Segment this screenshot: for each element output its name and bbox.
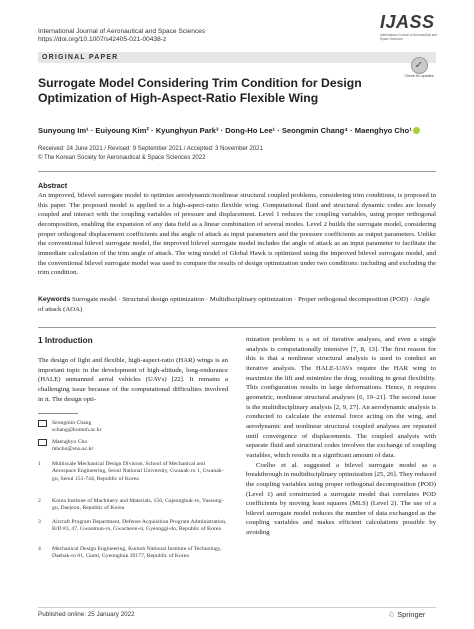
journal-name: International Journal of Aeronautical and Space Sciences — [38, 28, 206, 35]
check-updates-label: Check for updates — [404, 74, 434, 78]
published-date: Published online: 25 January 2022 — [38, 611, 135, 618]
intro-paragraph-2: Coelho et al. suggested a bilevel surrogate model as a breakthrough in multidisciplinary optimization [25, 26]. They reduced the coupling variables using proper orthogonal decomposition (POD) (Level 1) and constructed a surrogate model that correlates POD coefficients by moving least squares (MLS) (Level 2). The use of a bilevel surrogate model reduces the number of data exchanged as the coupling variables and makes efficient calculations possible by avoiding — [246, 461, 436, 537]
check-for-updates-badge[interactable] — [404, 57, 434, 78]
corr2-name: Maenghyo Cho — [52, 439, 88, 445]
divider — [38, 171, 436, 172]
introduction-left-text: The design of light and flexible, high-aspect-ratio (HAR) wings is an important topic in the development of high-altitude, long-endurance (HALE) unmanned aerial vehicles (UAVs) [22]. It remains a challenging issue because of the computational difficulties involved in it. The design opti- — [38, 357, 228, 403]
author-list — [38, 126, 438, 135]
section-banner — [38, 52, 436, 63]
abstract-text: An improved, bilevel surrogate model to optimize aerodynamic/nonlinear structural coupled problems, considering trim conditions, is proposed in this paper. The proposed model is applied to a high-aspect-ratio flexible wing. Computational fluid and structural dynamic codes are loosely coupled and interact with the coupling variables of pressure and displacement. Level 1 reduces the coupling variables, using proper orthogonal decomposition, enabling the expansion of any data field as a linear combination of several modes. Level 2 builds the surrogate model, considering proper orthogonal displacement coefficients and the angle of attack as input parameters and the pressure coefficients as output parameters. Unlike the conventional bilevel surrogate model, the improved bilevel surrogate model includes the angle of attack as an input parameter to facilitate the immediate calculation of the trim angle of attack. The wing model of Global Hawk is optimized using the improved bilevel surrogate model, and the conventional bilevel surrogate model was used to compare the results of design optimization under two conditions: including and excluding the trim condition. — [38, 192, 436, 277]
paper-title: Surrogate Model Considering Trim Condition for Design Optimization of High-Aspect-Ratio Flexible Wing — [38, 76, 362, 105]
logo-subtitle: International Journal of Aeronautical and Space Sciences — [380, 33, 438, 41]
bookmark-icon: ✓ — [411, 57, 428, 74]
keywords-text: Surrogate model · Structural design optimization · Multidisciplinary optimization · Proper orthogonal decomposition (POD) · Angle of attack (AOA) — [38, 296, 430, 313]
corresponding-author-2 — [38, 439, 228, 455]
keywords-label: Keywords — [38, 296, 71, 303]
section-label: ORIGINAL PAPER — [42, 54, 119, 61]
aff4-number: 4 — [38, 546, 41, 552]
aff1-number: 1 — [38, 461, 41, 467]
aff3-number: 3 — [38, 519, 41, 525]
aff2-text: Korea Institute of Machinery and Materials, 156, Gajeongbuk-ro, Yuseong-gu, Daejeon, Republic of Korea — [52, 498, 224, 512]
affiliation-1 — [38, 461, 228, 491]
keywords — [38, 295, 436, 314]
footer-divider — [38, 607, 436, 608]
copyright: © The Korean Society for Aeronautical & Space Sciences 2022 — [38, 155, 206, 161]
logo-text: IJASS — [380, 12, 435, 32]
corr1-email[interactable]: schang@kumoh.ac.kr — [52, 427, 102, 434]
introduction-right-column — [246, 335, 436, 538]
intro-paragraph-1: mization problem is a set of iterative analyses, and even a single analysis is computationally intensive [7, 8, 13]. The first reason for this is that a nonlinear structural analysis is used to conduct an iterative analysis. The HALE-UAVs require the HAR wing to maximize the lift and minimize the drag, resulting in great flexibility. This configuration results in large deformations. Hence, it requires geometric, nonlinear structural analyses [6, 19–21]. The second issue is the multidisciplinary analysis [2, 9, 27]. An aerodynamic analysis is conducted to calculate the external force acting on the wing, and aerodynamic and nonlinear structural coupled analyses are repeated until convergence of displacements. The coupled analysis with separate fluid and structural codes involves the exchange of coupling variables, which results in a significant amount of data. — [246, 336, 436, 459]
journal-logo — [380, 12, 438, 52]
corr1-name: Seongmin Chang — [52, 420, 92, 426]
aff2-number: 2 — [38, 498, 41, 504]
aff4-text: Mechanical Design Engineering, Kumoh National Institute of Technology, Daehak-ro 61, Gumi, Gyeongbuk 39177, Republic of Korea — [52, 546, 222, 560]
abstract-heading: Abstract — [38, 181, 68, 190]
springer-horse-icon: ♘ — [388, 610, 396, 619]
divider — [38, 327, 436, 328]
orcid-icon[interactable] — [413, 127, 420, 134]
section-heading-introduction: 1 Introduction — [38, 336, 93, 345]
corr2-email[interactable]: mhcho@snu.ac.kr — [52, 446, 94, 453]
envelope-icon — [38, 420, 47, 427]
publisher-logo — [388, 610, 425, 619]
aff3-text: Aircraft Program Department, Defense Acquisition Program Administration, B/D #3, 47, Gwanmun-ro, Gwacheon-si, Gyeonggi-do, Republic of Korea — [52, 519, 227, 533]
publisher-name: Springer — [397, 610, 426, 619]
affiliation-2 — [38, 498, 228, 514]
affiliation-4 — [38, 546, 228, 569]
doi-link[interactable]: https://doi.org/10.1007/s42405-021-00438-z — [38, 36, 167, 43]
authors-text: Sunyoung Im¹ · Euiyoung Kim² · Kyunghyun Park³ · Dong-Ho Lee¹ · Seongmin Chang⁴ · Maenghyo Cho¹ — [38, 126, 412, 135]
corresponding-author-1 — [38, 420, 228, 436]
paper-dates: Received: 24 June 2021 / Revised: 9 September 2021 / Accepted: 3 November 2021 — [38, 146, 263, 152]
footnote-divider — [38, 413, 78, 414]
journal-header — [38, 28, 205, 44]
envelope-icon — [38, 439, 47, 446]
affiliation-3 — [38, 519, 228, 542]
aff1-text: Multiscale Mechanical Design Division, School of Mechanical and Aerospace Engineering, Seoul National University, Gwanak-ro 1, Gwanak-gu, Seoul 151-744, Republic of Korea — [52, 461, 224, 482]
